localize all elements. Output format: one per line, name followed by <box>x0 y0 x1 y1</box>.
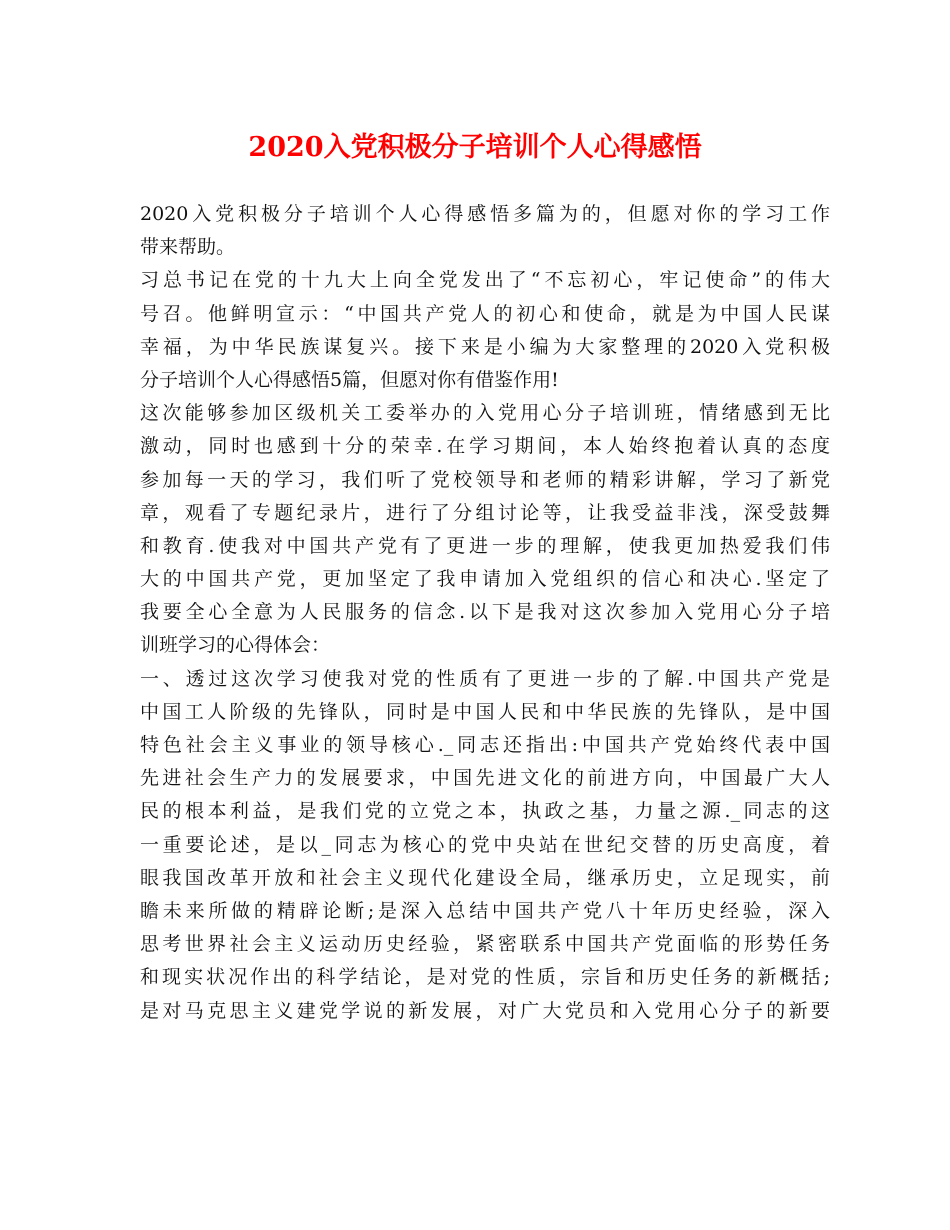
body-line: 是对马克思主义建党学说的新发展，对广大党员和入党用心分子的新要 <box>140 999 830 1022</box>
body-line: 激动，同时也感到十分的荣幸.在学习期间，本人始终抱着认真的态度 <box>140 435 830 458</box>
body-line: 一重要论述，是以_同志为核心的党中央站在世纪交替的历史高度，着 <box>140 833 830 856</box>
body-line: 分子培训个人心得感悟5篇，但愿对你有借鉴作用! <box>140 368 559 391</box>
document-body <box>140 198 830 1028</box>
body-line: 幸福，为中华民族谋复兴。接下来是小编为大家整理的2020入党积极 <box>140 335 830 358</box>
body-line: 和现实状况作出的科学结论，是对党的性质，宗旨和历史任务的新概括; <box>140 966 830 989</box>
body-line: 和教育.使我对中国共产党有了更进一步的理解，使我更加热爱我们伟 <box>140 534 830 557</box>
body-line: 思考世界社会主义运动历史经验，紧密联系中国共产党面临的形势任务 <box>140 933 830 956</box>
body-line: 这次能够参加区级机关工委举办的入党用心分子培训班，情绪感到无比 <box>140 402 830 425</box>
body-line: 眼我国改革开放和社会主义现代化建设全局，继承历史，立足现实，前 <box>140 866 830 889</box>
body-line: 一、透过这次学习使我对党的性质有了更进一步的了解.中国共产党是 <box>140 667 830 690</box>
body-line: 2020入党积极分子培训个人心得感悟多篇为的，但愿对你的学习工作 <box>140 203 830 225</box>
body-line: 章，观看了专题纪录片，进行了分组讨论等，让我受益非浅，深受鼓舞 <box>140 501 830 524</box>
body-line: 大的中国共产党，更加坚定了我申请加入党组织的信心和决心.坚定了 <box>140 568 830 591</box>
body-line: 参加每一天的学习，我们听了党校领导和老师的精彩讲解，学习了新党 <box>140 468 830 491</box>
body-line: 先进社会生产力的发展要求，中国先进文化的前进方向，中国最广大人 <box>140 767 830 790</box>
body-line: 我要全心全意为人民服务的信念.以下是我对这次参加入党用心分子培 <box>140 601 830 624</box>
body-line: 号召。他鲜明宣示：“中国共产党人的初心和使命，就是为中国人民谋 <box>140 302 830 325</box>
body-line: 民的根本利益，是我们党的立党之本，执政之基，力量之源._同志的这 <box>140 800 830 823</box>
body-line: 特色社会主义事业的领导核心._同志还指出:中国共产党始终代表中国 <box>140 734 830 756</box>
body-line: 中国工人阶级的先锋队，同时是中国人民和中华民族的先锋队，是中国 <box>140 700 830 723</box>
body-line: 带来帮助。 <box>140 236 236 259</box>
document-title: 2020入党积极分子培训个人心得感悟 <box>248 132 702 163</box>
body-line: 习总书记在党的十九大上向全党发出了“不忘初心，牢记使命”的伟大 <box>140 269 830 292</box>
body-line: 瞻未来所做的精辟论断;是深入总结中国共产党八十年历史经验，深入 <box>140 899 830 922</box>
body-line: 训班学习的心得体会： <box>140 634 331 657</box>
